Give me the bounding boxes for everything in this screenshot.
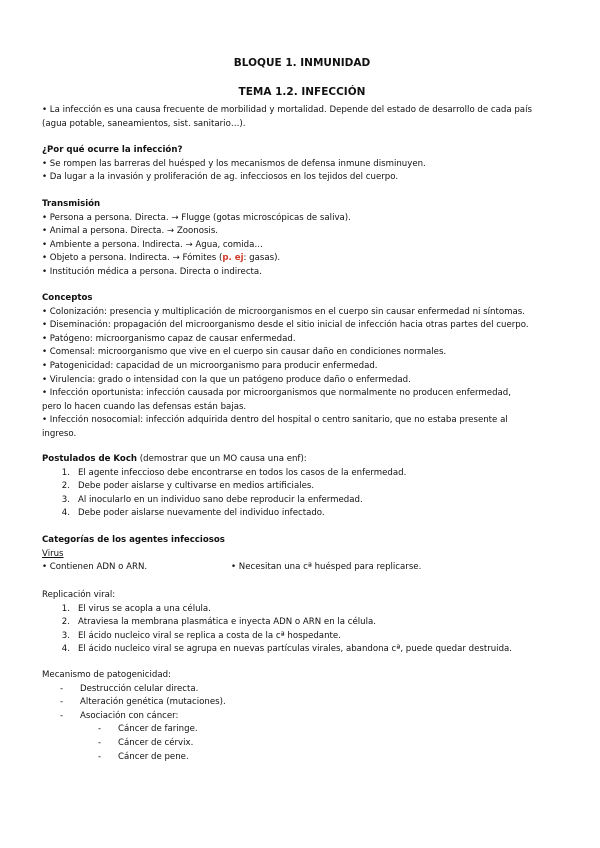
concept-item: • Comensal: microorganismo que vive en el cuerpo sin causar daño en condiciones normales. — [42, 347, 447, 358]
pathogenicity-heading: Mecanismo de patogenicidad: — [42, 670, 171, 680]
koch-subtitle: (demostrar que un MO causa una enf): — [137, 454, 307, 464]
item-text: Cáncer de faringe. — [118, 724, 198, 735]
transmission-item: • Institución médica a persona. Directa o indirecta. — [42, 266, 262, 277]
concept-item: • Diseminación: propagación del microorganismo desde el sitio inicial de infección hacia otras partes del cuerpo. — [42, 320, 529, 331]
dash-marker: - — [60, 710, 64, 721]
categories-section — [42, 534, 562, 575]
list-number: 2. — [61, 481, 70, 492]
why-section — [42, 144, 562, 185]
intro-line-2: (agua potable, saneamientos, sist. sanitario…). — [42, 118, 246, 129]
list-text: Debe poder aislarse y cultivarse en medios artificiales. — [78, 481, 315, 492]
example-abbrev: p. ej — [222, 253, 244, 264]
list-text: El ácido nucleico viral se replica a costa de la cª hospedante. — [78, 630, 341, 641]
item-text: Destrucción celular directa. — [80, 683, 199, 694]
virus-label: Virus — [42, 548, 64, 559]
koch-section — [42, 453, 562, 521]
transmission-heading: Transmisión — [42, 199, 101, 209]
concept-item: • Virulencia: grado o intensidad con la que un patógeno produce daño o enfermedad. — [42, 374, 411, 385]
list-text: Al inocularlo en un individuo sano debe reproducir la enfermedad. — [78, 494, 363, 505]
dash-marker: - — [98, 737, 102, 748]
item-text: Cáncer de cérvix. — [118, 737, 194, 748]
list-number: 1. — [61, 467, 70, 478]
object-text-pre: • Objeto a persona. Indirecta. → Fómites ( — [42, 253, 223, 264]
koch-item — [42, 467, 562, 481]
cancer-item — [42, 737, 562, 751]
virus-feature-left: • Contienen ADN o ARN. — [42, 562, 148, 573]
pathogenicity-item — [42, 683, 562, 697]
concept-item: • Patógeno: microorganismo capaz de causar enfermedad. — [42, 333, 296, 344]
pathogenicity-section — [42, 669, 562, 764]
pathogenicity-item — [42, 696, 562, 710]
concept-nosocomial-line-1: • Infección nosocomial: infección adquirida dentro del hospital o centro sanitario, que no estaba presente al — [42, 415, 508, 426]
list-text: Atraviesa la membrana plasmática e inyecta ADN o ARN en la célula. — [78, 617, 377, 628]
list-number: 3. — [61, 494, 70, 505]
topic-title: TEMA 1.2. INFECCIÓN — [238, 86, 366, 98]
transmission-item: • Ambiente a persona. Indirecta. → Agua, comida… — [42, 239, 263, 250]
concept-opportunist-line-1: • Infección oportunista: infección causada por microorganismos que normalmente no producen enfermedad, — [42, 388, 511, 399]
cancer-item — [42, 723, 562, 737]
item-text: Cáncer de pene. — [118, 751, 189, 762]
koch-item — [42, 480, 562, 494]
koch-item — [42, 494, 562, 508]
concept-item: • Patogenicidad: capacidad de un microorganismo para producir enfermedad. — [42, 360, 378, 371]
list-text: El ácido nucleico viral se agrupa en nuevas partículas virales, abandona cª, puede quedar destruida. — [78, 644, 513, 655]
replication-section — [42, 589, 562, 657]
list-text: El virus se acopla a una célula. — [78, 603, 211, 614]
concept-opportunist-line-2: pero lo hacen cuando las defensas están bajas. — [42, 401, 247, 412]
list-number: 1. — [61, 603, 70, 614]
block-title: BLOQUE 1. INMUNIDAD — [233, 57, 371, 69]
list-number: 4. — [61, 508, 70, 519]
koch-heading-line — [42, 453, 562, 467]
item-text: Alteración genética (mutaciones). — [80, 697, 226, 708]
virus-feature-right: • Necesitan una cª huésped para replicarse. — [231, 562, 422, 573]
list-number: 2. — [61, 617, 70, 628]
dash-marker: - — [98, 724, 102, 735]
list-number: 3. — [61, 630, 70, 641]
replication-item — [42, 616, 562, 630]
object-text-post: : gasas). — [243, 253, 281, 264]
replication-heading: Replicación viral: — [42, 590, 116, 600]
concept-nosocomial-line-2: ingreso. — [42, 428, 77, 439]
pathogenicity-item — [42, 710, 562, 724]
transmission-item-object — [42, 252, 562, 266]
why-item: • Se rompen las barreras del huésped y los mecanismos de defensa inmune disminuyen. — [42, 158, 426, 169]
replication-item — [42, 603, 562, 617]
cancer-item — [42, 751, 562, 765]
dash-marker: - — [60, 697, 64, 708]
replication-item — [42, 630, 562, 644]
transmission-item: • Animal a persona. Directa. → Zoonosis. — [42, 226, 219, 237]
list-text: Debe poder aislarse nuevamente del individuo infectado. — [78, 508, 325, 519]
replication-list — [42, 603, 562, 657]
dash-marker: - — [98, 751, 102, 762]
concepts-heading: Conceptos — [42, 293, 93, 303]
transmission-item: • Persona a persona. Directa. → Flugge (gotas microscópicas de saliva). — [42, 212, 351, 223]
why-item: • Da lugar a la invasión y proliferación de ag. infecciosos en los tejidos del cuerpo. — [42, 172, 399, 183]
koch-list — [42, 467, 562, 521]
transmission-section — [42, 198, 562, 280]
koch-heading: Postulados de Koch — [42, 454, 138, 464]
intro-line-1: • La infección es una causa frecuente de morbilidad y mortalidad. Depende del estado de desarrollo de cada país — [42, 105, 532, 115]
list-number: 4. — [61, 644, 70, 655]
virus-features — [42, 561, 562, 575]
categories-heading: Categorías de los agentes infecciosos — [42, 535, 225, 545]
dash-marker: - — [60, 683, 64, 694]
why-heading: ¿Por qué ocurre la infección? — [42, 145, 183, 155]
intro-paragraph — [42, 104, 562, 131]
item-text: Asociación con cáncer: — [80, 710, 179, 721]
list-text: El agente infeccioso debe encontrarse en todos los casos de la enfermedad. — [78, 467, 407, 478]
concepts-section — [42, 292, 562, 442]
replication-item — [42, 643, 562, 657]
koch-item — [42, 507, 562, 521]
concept-item: • Colonización: presencia y multiplicación de microorganismos en el cuerpo sin causar enfermedad ni síntomas. — [42, 306, 525, 317]
